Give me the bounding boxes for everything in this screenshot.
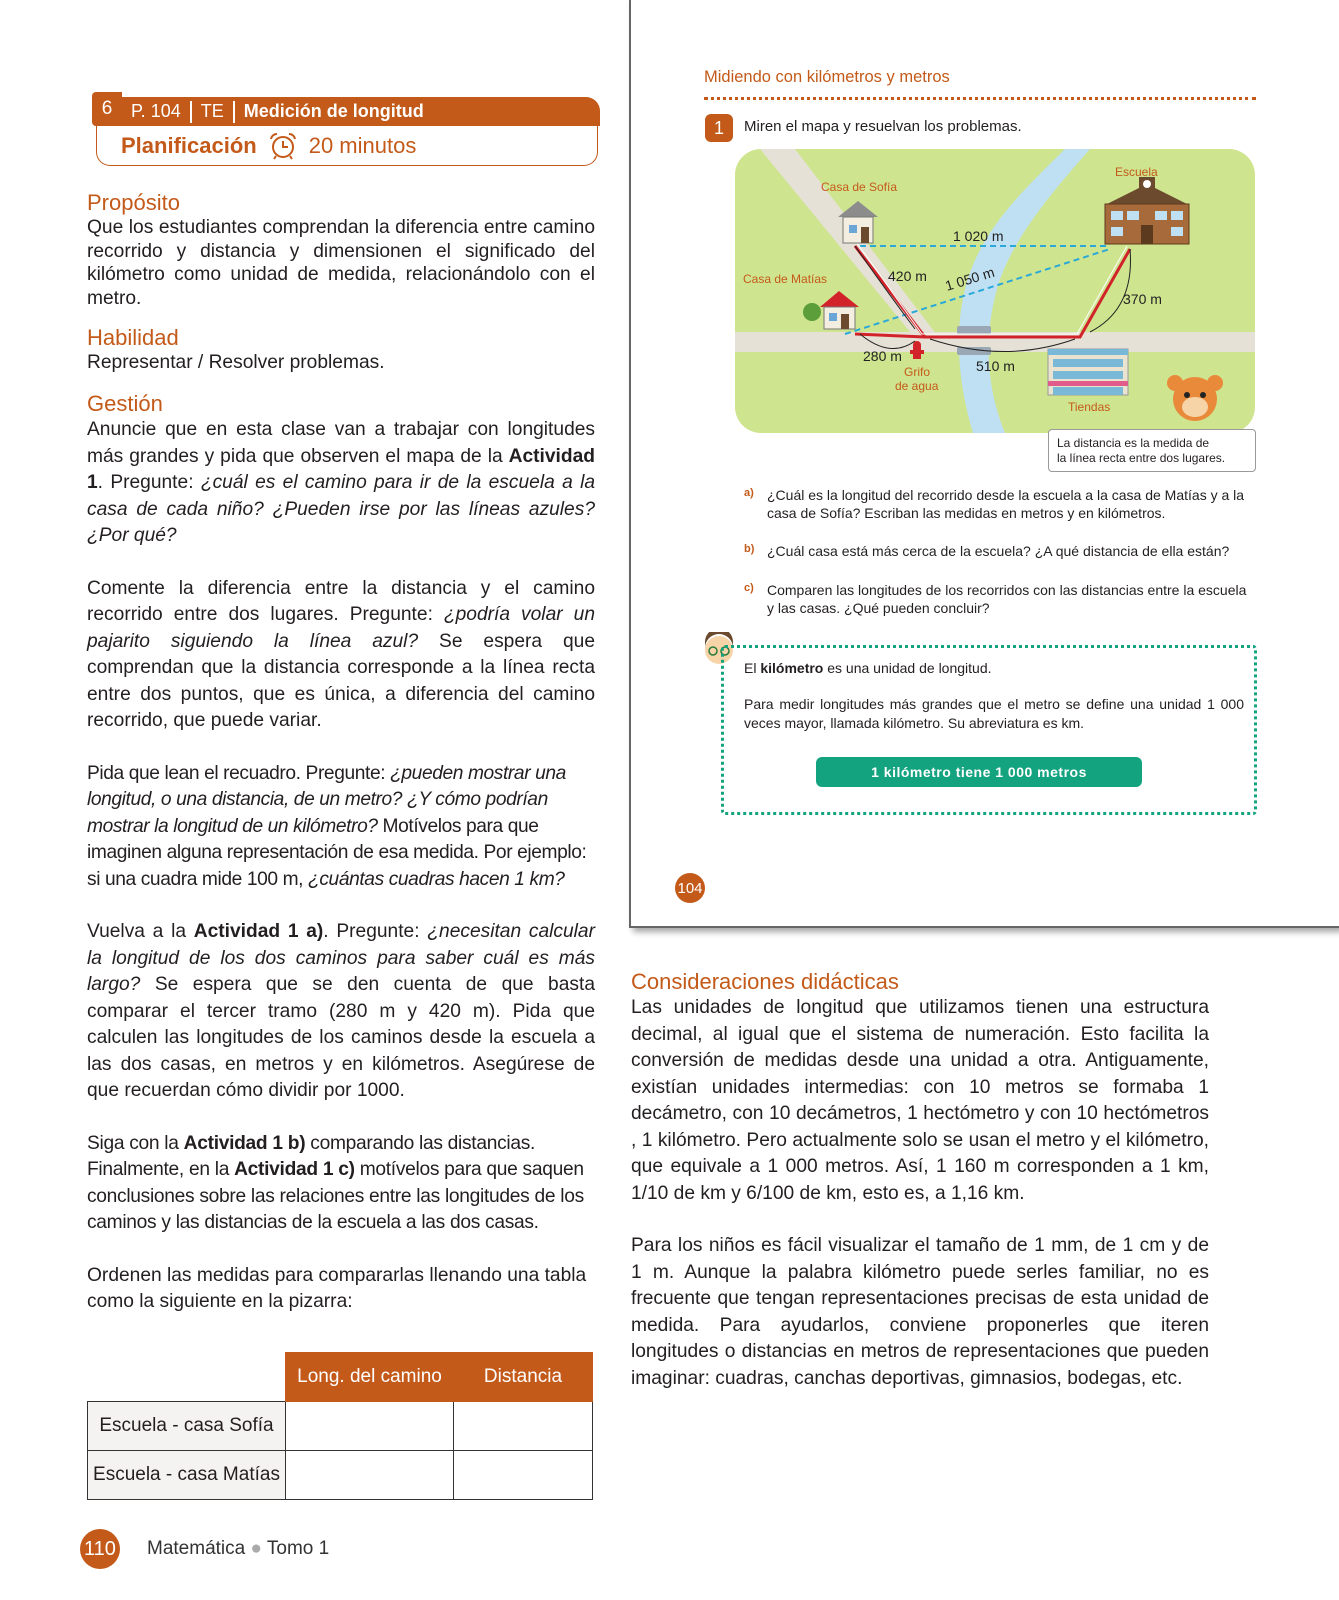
student-page-number: 104 [675, 873, 705, 903]
question-letter: c) [744, 582, 754, 594]
kilometer-equivalence-banner: 1 kilómetro tiene 1 000 metros [816, 757, 1142, 787]
shops-icon [1048, 349, 1128, 395]
management-paragraph-2: Comente la diferencia entre la distancia y el camino recorrido entre dos lugares. Pregunte: ¿podría volar un pajarito siguiendo la línea azul? Se espera que comprendan que la distancia corresponde a la línea recta entre dos puntos, que es única, a diferencia del camino recorrido, que puede variar. [87, 577, 595, 731]
distance-label-510: 510 m [976, 358, 1015, 374]
management-section [87, 391, 595, 1316]
info-explanation: Para medir longitudes más grandes que el metro se define una unidad 1 000 veces mayor, llamada kilómetro. Su abreviatura es km. [744, 696, 1244, 731]
page-number: 110 [80, 1529, 120, 1569]
management-paragraph-3: Pida que lean el recuadro. Pregunte: ¿pueden mostrar una longitud, o una distancia, de un metro? ¿Y cómo podrían mostrar la longitud de un kilómetro? Motívelos para que imaginen alguna representación de esa medida. Por ejemplo: si una cuadra mide 100 m, ¿cuántas cuadras hacen 1 km? [87, 762, 587, 890]
didactic-paragraph-1: Las unidades de longitud que utilizamos tienen una estructura decimal, al igual que el sistema de numeración. Esto facilita la conversión de medidas desde una unidad a otra. Antiguamente, existían unidades intermedias: con 10 metros se formaba 1 decámetro, con 10 decámetros, 1 hectómetro y con 10 hectómetros , 1 kilómetro. Pero actualmente solo se usan el metro y el kilómetro, que equivale a 1 000 metros. Así, 1 160 m corresponden a 1 km, 1/10 de km y 6/100 de km, esto es, a 1,16 km. [631, 997, 1209, 1204]
question-text: ¿Cuál es la longitud del recorrido desde la escuela a la casa de Matías y a la casa de Sofía? Escriban las medidas en metros y en kilómetros. [767, 487, 1245, 521]
table-corner [88, 1353, 286, 1402]
lesson-header-bar [122, 97, 600, 126]
distance-label-1050: 1 050 m [943, 263, 997, 294]
management-title: Gestión [87, 391, 163, 416]
management-paragraph-4: Vuelva a la Actividad 1 a). Pregunte: ¿necesitan calcular la longitud de los dos caminos para saber cuál es más largo? Se espera que se den cuenta de que basta comparar el tercer tramo (280 m y 420 m). Pida que calculen las longitudes de los caminos desde la escuela a las dos casas, en metros y en kilómetros. Asegúrese de que recuerdan cómo dividir por 1000. [87, 921, 595, 1101]
label-school: Escuela [1115, 165, 1158, 179]
activity-instruction: Miren el mapa y resuelvan los problemas. [744, 118, 1022, 135]
label-sofia-house: Casa de Sofía [821, 180, 898, 194]
didactic-considerations-section [631, 969, 1209, 1392]
table-cell [454, 1401, 593, 1450]
management-paragraph-1: Anuncie que en esta clase van a trabajar con longitudes más grandes y pida que observen el mapa de la Actividad 1. Pregunte: ¿cuál es el camino para ir de la escuela a la casa de cada niño? ¿Pueden irse por las líneas azules? ¿Por qué? [87, 419, 596, 546]
label-shops: Tiendas [1068, 400, 1111, 414]
distance-label-370: 370 m [1123, 291, 1162, 307]
skill-title: Habilidad [87, 325, 179, 350]
bullet-icon: ● [250, 1538, 262, 1559]
student-page-section-title: Midiendo con kilómetros y metros [704, 68, 950, 86]
dotted-divider [704, 97, 1256, 100]
main-road [735, 332, 1255, 352]
question-a [744, 486, 1256, 522]
page-reference: P. 104 [131, 101, 181, 121]
question-text: Comparen las longitudes de los recorridos con las distancias entre la escuela y las casas. ¿Qué pueden concluir? [767, 582, 1247, 616]
info-definition: El kilómetro es una unidad de longitud. [744, 660, 992, 676]
lesson-title: Medición de longitud [243, 101, 424, 121]
label-hydrant-1: Grifo [904, 365, 931, 379]
comparison-table [87, 1352, 593, 1500]
table-cell [286, 1401, 454, 1450]
planning-duration: 20 minutos [308, 132, 417, 158]
distance-label-420: 420 m [888, 268, 927, 284]
table-row [88, 1401, 593, 1450]
lesson-number-badge: 6 [92, 92, 122, 126]
planning-box [96, 126, 598, 166]
question-letter: a) [744, 487, 754, 499]
table-row [88, 1450, 593, 1499]
question-text: ¿Cuál casa está más cerca de la escuela? ¿A qué distancia de ella están? [767, 543, 1230, 559]
skill-text: Representar / Resolver problemas. [87, 352, 385, 373]
speech-bubble: La distancia es la medida de la línea recta entre dos lugares. [1048, 429, 1256, 472]
activity-number: 1 [705, 114, 733, 142]
label-matias-house: Casa de Matías [743, 272, 828, 286]
planning-label: Planificación [121, 132, 257, 158]
edition-type: TE [200, 101, 224, 121]
distance-label-1020: 1 020 m [953, 228, 1004, 244]
table-header-path-length: Long. del camino [286, 1353, 454, 1402]
table-header-distance: Distancia [454, 1353, 593, 1402]
purpose-text: Que los estudiantes comprendan la diferencia entre camino recorrido y distancia y dimensionen el significado del kilómetro como unidad de medida, relacionándolo con el metro. [87, 217, 595, 309]
bridge-rail [957, 326, 991, 334]
management-paragraph-5: Siga con la Actividad 1 b) comparando las distancias. Finalmente, en la Actividad 1 c) motívelos para que saquen conclusiones sobre las relaciones entre las longitudes de los caminos y las distancias de la escuela a las dos casas. [87, 1132, 584, 1233]
label-hydrant-2: de agua [895, 379, 939, 393]
neighborhood-map [735, 149, 1255, 433]
distance-label-280: 280 m [863, 348, 902, 364]
question-c [744, 581, 1256, 617]
management-paragraph-6: Ordenen las medidas para compararlas llenando una tabla como la siguiente en la pizarra: [87, 1264, 587, 1312]
alarm-clock-icon [267, 132, 299, 160]
table-cell [286, 1450, 454, 1499]
footer-book-title: Matemática ● Tomo 1 [147, 1538, 330, 1559]
question-b [744, 542, 1256, 560]
didactic-considerations-title: Consideraciones didácticas [631, 969, 899, 994]
table-row-label: Escuela - casa Matías [88, 1450, 286, 1499]
question-letter: b) [744, 543, 755, 555]
purpose-section [87, 190, 595, 310]
skill-section [87, 325, 595, 375]
purpose-title: Propósito [87, 190, 180, 215]
didactic-paragraph-2: Para los niños es fácil visualizar el tamaño de 1 mm, de 1 cm y de 1 m. Aunque la palabra kilómetro puede serles familiar, no es frecuente que tengan representaciones precisas de esta unidad de medida. Para ayudarlos, conviene proponerles que iteren longitudes o distancias en metros de representaciones que pueden imaginar: cuadras, canchas deportivas, gimnasios, bodegas, etc. [631, 1235, 1209, 1389]
table-cell [454, 1450, 593, 1499]
table-row-label: Escuela - casa Sofía [88, 1401, 286, 1450]
